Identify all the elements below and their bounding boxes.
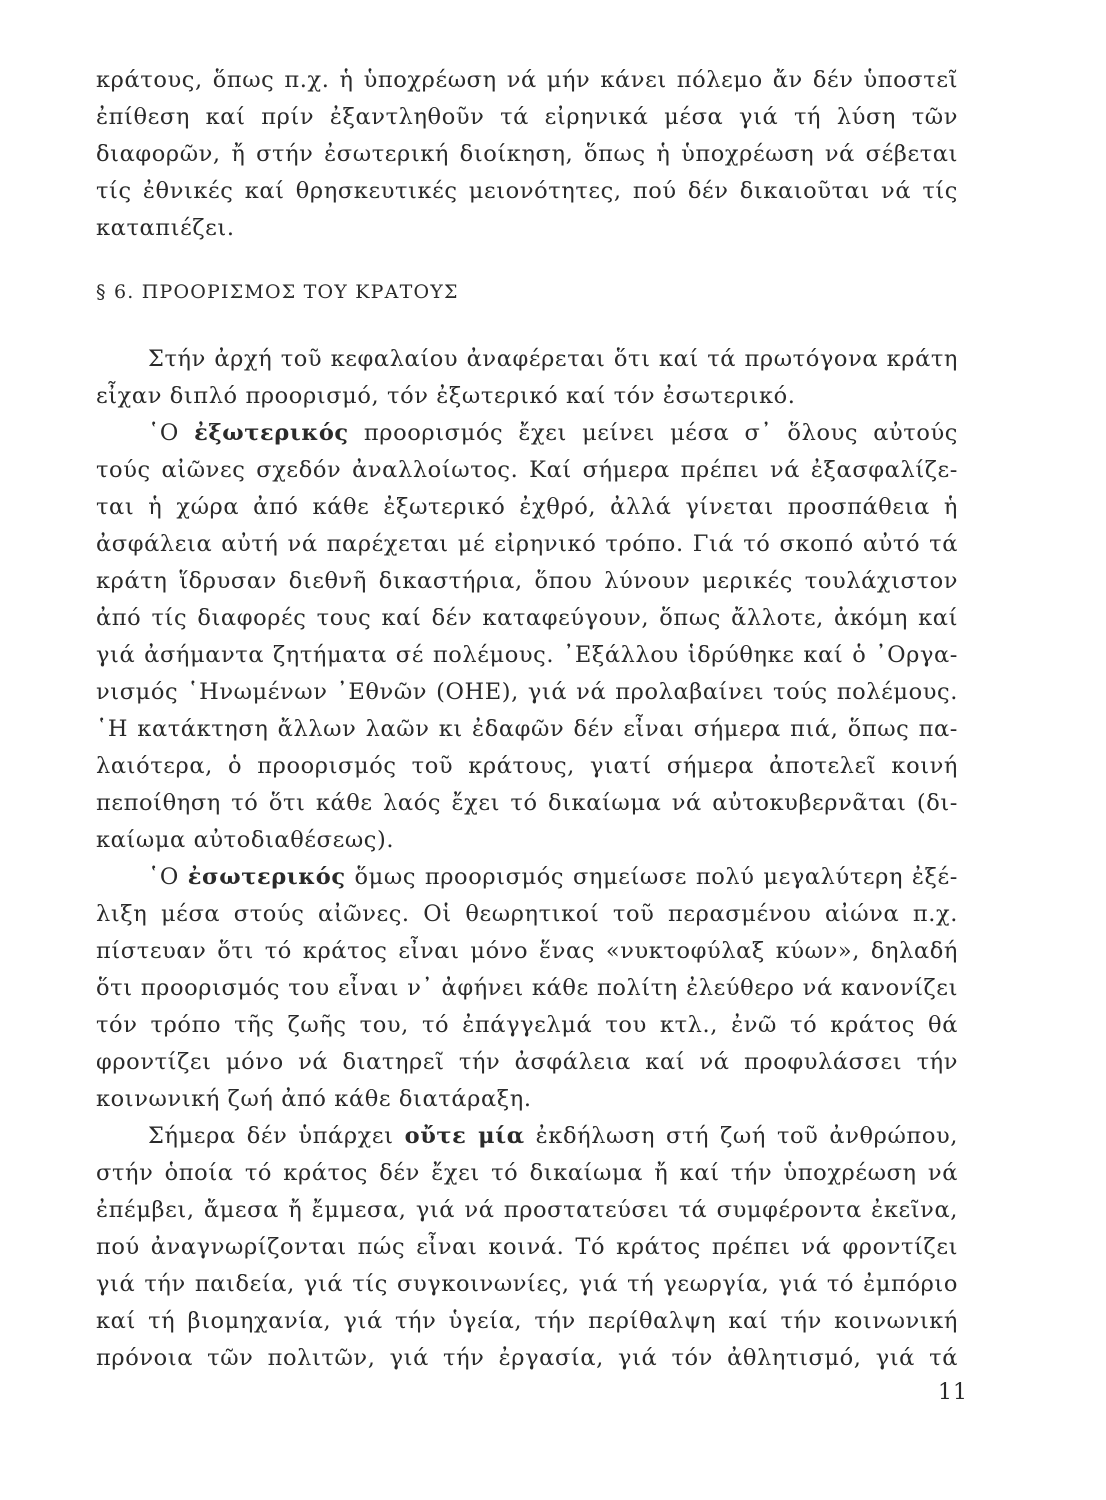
text-line: γιά τήν παιδεία, γιά τίς συγκοινωνίες, γιά τή γεωργία, γιά τό ἐμπόριο xyxy=(96,1271,958,1297)
text-line xyxy=(96,1118,958,1155)
paragraph-lead: ῾Ο xyxy=(148,420,179,446)
text-line: ἐπίθεση καί πρίν ἐξαντληθοῦν τά εἰρηνικά μέσα γιά τή λύση τῶν xyxy=(96,104,958,130)
text-line: ται ἡ χώρα ἀπό κάθε ἐξωτερικό ἐχθρό, ἀλλά γίνεται προσπάθεια ἡ xyxy=(96,494,958,520)
bold-term: οὔτε μία xyxy=(404,1123,525,1149)
paragraph-intro-purpose xyxy=(96,341,958,415)
text-line: τούς αἰῶνες σχεδόν ἀναλλοίωτος. Καί σήμερα πρέπει νά ἐξασφαλίζε- xyxy=(96,457,958,483)
text-fragment: ὅμως προορισμός σημείωσε πολύ μεγαλύτερη ἐξέ- xyxy=(354,864,958,890)
text-line: πού ἀναγνωρίζονται πώς εἶναι κοινά. Τό κράτος πρέπει νά φροντίζει xyxy=(96,1234,958,1260)
page-number: 11 xyxy=(938,1380,968,1405)
paragraph-lead: Σήμερα δέν ὑπάρχει xyxy=(148,1123,394,1149)
page-body xyxy=(96,62,958,1377)
text-line xyxy=(96,415,958,452)
text-fragment: ἐκδήλωση στή ζωή τοῦ ἀνθρώπου, xyxy=(535,1123,958,1149)
text-line: ἐπέμβει, ἄμεσα ἤ ἔμμεσα, γιά νά προστατεύσει τά συμφέροντα ἐκεῖνα, xyxy=(96,1197,958,1223)
text-line: κράτη ἵδρυσαν διεθνῆ δικαστήρια, ὅπου λύνουν μερικές τουλάχιστον xyxy=(96,568,958,594)
text-line: εἶχαν διπλό προορισμό, τόν ἐξωτερικό καί τόν ἐσωτερικό. xyxy=(96,383,796,409)
text-line: γιά ἀσήμαντα ζητήματα σέ πολέμους. ᾿Εξάλλου ἱδρύθηκε καί ὁ ᾿Οργα- xyxy=(96,642,958,668)
text-line: στήν ὁποία τό κράτος δέν ἔχει τό δικαίωμα ἤ καί τήν ὑποχρέωση νά xyxy=(96,1160,958,1186)
text-line: ῾Η κατάκτηση ἄλλων λαῶν κι ἐδαφῶν δέν εἶναι σήμερα πιά, ὅπως πα- xyxy=(96,716,958,742)
text-line: διαφορῶν, ἤ στήν ἐσωτερική διοίκηση, ὅπως ἡ ὑποχρέωση νά σέβεται xyxy=(96,141,958,167)
paragraph-state-today xyxy=(96,1118,958,1377)
text-line: ἀσφάλεια αὐτή νά παρέχεται μέ εἰρηνικό τρόπο. Γιά τό σκοπό αὐτό τά xyxy=(96,531,958,557)
text-line: λαιότερα, ὁ προορισμός τοῦ κράτους, γιατί σήμερα ἀποτελεῖ κοινή xyxy=(96,753,958,779)
text-line: πρόνοια τῶν πολιτῶν, γιά τήν ἐργασία, γιά τόν ἀθλητισμό, γιά τά xyxy=(96,1345,958,1371)
text-line: νισμός ῾Ηνωμένων ᾿Εθνῶν (ΟΗΕ), γιά νά προλαβαίνει τούς πολέμους. xyxy=(96,679,958,705)
text-line xyxy=(96,859,958,896)
text-line: καίωμα αὐτοδιαθέσεως). xyxy=(96,827,395,853)
text-line: φροντίζει μόνο νά διατηρεῖ τήν ἀσφάλεια καί νά προφυλάσσει τήν xyxy=(96,1049,958,1075)
text-line: κράτους, ὅπως π.χ. ἡ ὑποχρέωση νά μήν κάνει πόλεμο ἄν δέν ὑποστεῖ xyxy=(96,67,958,93)
text-line: Στήν ἀρχή τοῦ κεφαλαίου ἀναφέρεται ὅτι καί τά πρωτόγονα κράτη xyxy=(148,346,958,372)
text-fragment: προορισμός ἔχει μείνει μέσα σ᾿ ὅλους αὐτούς xyxy=(363,420,958,446)
bold-term: ἐσωτερικός xyxy=(187,864,346,890)
text-line: τίς ἐθνικές καί θρησκευτικές μειονότητες, πού δέν δικαιοῦται νά τίς xyxy=(96,178,958,204)
paragraph-lead: ῾Ο xyxy=(148,864,179,890)
intro-paragraph xyxy=(96,62,958,247)
text-line: κοινωνική ζωή ἀπό κάθε διατάραξη. xyxy=(96,1086,532,1112)
text-line: ὅτι προορισμός του εἶναι ν᾿ ἀφήνει κάθε πολίτη ἐλεύθερο νά κανονίζει xyxy=(96,975,958,1001)
paragraph-internal-purpose xyxy=(96,859,958,1118)
section-heading: § 6. ΠΡΟΟΡΙΣΜΟΣ ΤΟΥ ΚΡΑΤΟΥΣ xyxy=(96,281,459,303)
text-line: καί τή βιομηχανία, γιά τήν ὑγεία, τήν περίθαλψη καί τήν κοινωνική xyxy=(96,1308,958,1334)
text-line: τόν τρόπο τῆς ζωῆς του, τό ἐπάγγελμά του κτλ., ἐνῶ τό κράτος θά xyxy=(96,1012,958,1038)
paragraph-external-purpose xyxy=(96,415,958,859)
text-line: πίστευαν ὅτι τό κράτος εἶναι μόνο ἕνας «νυκτοφύλαξ κύων», δηλαδή xyxy=(96,938,958,964)
bold-term: ἐξωτερικός xyxy=(194,420,349,446)
text-line: λιξη μέσα στούς αἰῶνες. Οἱ θεωρητικοί τοῦ περασμένου αἰώνα π.χ. xyxy=(96,901,958,927)
text-line: ἀπό τίς διαφορές τους καί δέν καταφεύγουν, ὅπως ἄλλοτε, ἀκόμη καί xyxy=(96,605,958,631)
text-line: καταπιέζει. xyxy=(96,215,235,241)
text-line: πεποίθηση τό ὅτι κάθε λαός ἔχει τό δικαίωμα νά αὐτοκυβερνᾶται (δι- xyxy=(96,790,958,816)
